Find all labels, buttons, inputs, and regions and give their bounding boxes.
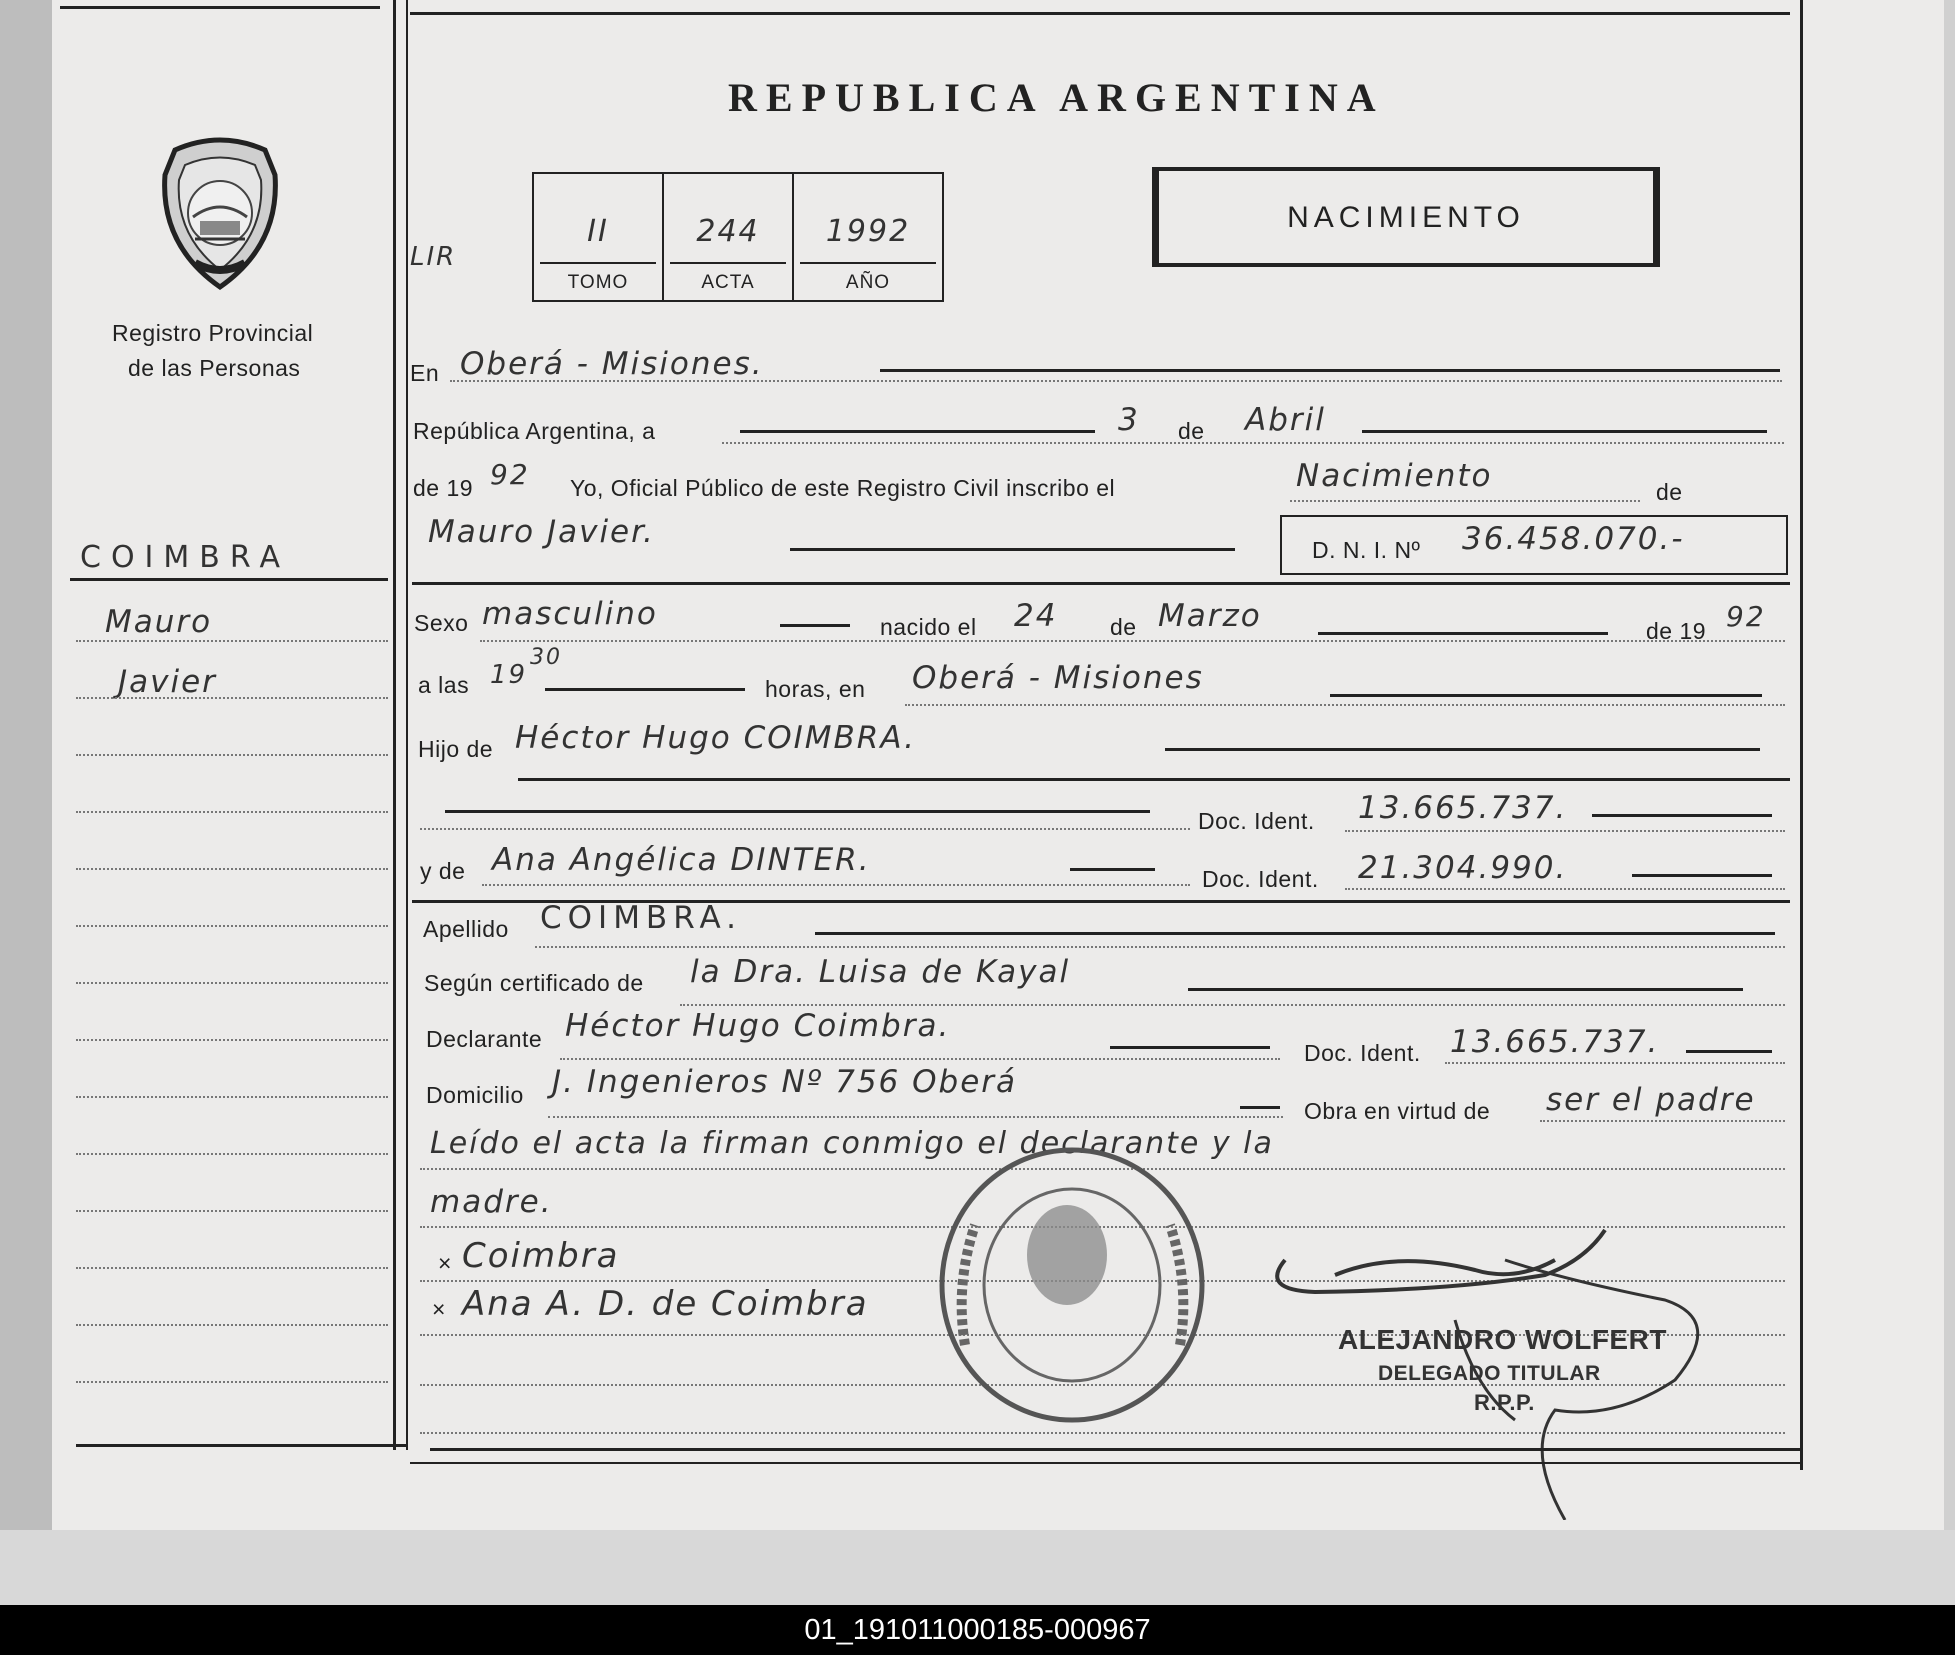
- obra-value: ser el padre: [1546, 1082, 1756, 1118]
- event-value: Nacimiento: [1296, 458, 1493, 494]
- officer-position: DELEGADO TITULAR: [1378, 1362, 1601, 1385]
- sexo-value: masculino: [482, 596, 658, 632]
- registry-name-line2: de las Personas: [128, 355, 301, 381]
- tomo-value: II: [587, 214, 609, 249]
- margin-dotted-line: [76, 640, 388, 642]
- segun-label: Según certificado de: [424, 970, 644, 996]
- place-value: Oberá - Misiones.: [460, 346, 764, 382]
- de-label: de: [1178, 418, 1205, 444]
- page-edge: [1944, 0, 1955, 1605]
- margin-dotted-line: [76, 1096, 388, 1098]
- certificado-fill-line: [1188, 988, 1743, 991]
- anio-value: 1992: [825, 214, 911, 249]
- dni-box: [1280, 515, 1788, 575]
- domicilio-dotted: [548, 1116, 1283, 1118]
- body-bottom-rule: [430, 1448, 1800, 1451]
- obra-label: Obra en virtud de: [1304, 1098, 1491, 1124]
- margin-dotted-line: [76, 1381, 388, 1383]
- mother-value: Ana Angélica DINTER.: [492, 842, 871, 878]
- declarante-doc-fill-line: [1686, 1050, 1772, 1053]
- margin-dotted-line: [76, 1210, 388, 1212]
- horas-label: horas, en: [765, 676, 866, 702]
- domicilio-value: J. Ingenieros Nº 756 Oberá: [552, 1064, 1018, 1100]
- record-type-label: NACIMIENTO: [1287, 201, 1525, 234]
- declarante-doc-label: Doc. Ident.: [1304, 1040, 1421, 1066]
- birth-de-label: de: [1110, 614, 1137, 640]
- birth-day-value: 24: [1014, 598, 1058, 634]
- acta-label: ACTA: [701, 272, 755, 293]
- person-name-value: Mauro Javier.: [428, 514, 655, 550]
- minutes-value: 30: [530, 645, 562, 670]
- officer-office: R.P.P.: [1474, 1390, 1535, 1415]
- hour-fill-line: [545, 688, 745, 691]
- declarante-doc-dotted: [1445, 1062, 1785, 1064]
- top-rule-left: [60, 6, 380, 9]
- place-dotted: [450, 380, 1782, 382]
- margin-dotted-line: [76, 1153, 388, 1155]
- right-border: [1800, 0, 1803, 1470]
- declarante-label: Declarante: [426, 1026, 543, 1052]
- official-stamp-icon: [935, 1145, 1210, 1425]
- mother-doc-value: 21.304.990.: [1358, 850, 1568, 886]
- yde-label: y de: [420, 858, 466, 884]
- signature-mark-1: ×: [438, 1250, 452, 1276]
- hour-value: 19: [490, 660, 528, 690]
- nacido-label: nacido el: [880, 614, 977, 640]
- margin-dotted-line: [76, 697, 388, 699]
- province-seal-icon: [155, 135, 285, 295]
- margin-dotted-line: [76, 868, 388, 870]
- birth-place-fill-line: [1330, 694, 1762, 697]
- registry-name-line1: Registro Provincial: [112, 320, 314, 346]
- mother-doc-label: Doc. Ident.: [1202, 866, 1319, 892]
- month-value: Abril: [1245, 402, 1326, 438]
- margin-dotted-line: [76, 754, 388, 756]
- apellido-fill-line: [815, 932, 1775, 935]
- declarante-fill-line: [1110, 1046, 1270, 1049]
- page-bottom-margin: [0, 1530, 1955, 1605]
- margin-surname-rule: [70, 578, 388, 581]
- body-bottom-rule-2: [410, 1462, 1800, 1464]
- domicilio-fill-line: [1240, 1106, 1280, 1109]
- dni-value: 36.458.070.-: [1462, 521, 1685, 557]
- mother-doc-dotted: [1345, 888, 1785, 890]
- image-code-caption: 01_191011000185-000967: [0, 1605, 1955, 1655]
- domicilio-label: Domicilio: [426, 1082, 524, 1108]
- father-value: Héctor Hugo COIMBRA.: [515, 720, 916, 756]
- mother-dotted: [482, 884, 1190, 886]
- en-label: En: [410, 360, 440, 386]
- anio-label: AÑO: [845, 272, 891, 293]
- father-doc-label: Doc. Ident.: [1198, 808, 1315, 834]
- margin-dotted-line: [76, 982, 388, 984]
- person-name-fill-line: [790, 548, 1235, 551]
- birth-place-dotted: [905, 704, 1785, 706]
- margin-dotted-line: [76, 811, 388, 813]
- date-fill-line-1: [740, 430, 1095, 433]
- certificado-value: la Dra. Luisa de Kayal: [690, 954, 1071, 990]
- declarante-doc-value: 13.665.737.: [1450, 1024, 1660, 1060]
- leido-line-2: madre.: [430, 1184, 553, 1220]
- place-fill-line: [880, 369, 1780, 372]
- top-rule-right: [410, 12, 1790, 15]
- tomo-cell: [534, 174, 664, 300]
- mother-fill-line: [1070, 868, 1155, 871]
- certificado-dotted: [680, 1004, 1785, 1006]
- acta-value: 244: [696, 214, 760, 249]
- margin-given-name-2: Javier: [118, 664, 217, 700]
- margin-dotted-line: [76, 1324, 388, 1326]
- anio-cell: [794, 174, 942, 300]
- apellido-value: COIMBRA.: [540, 900, 743, 936]
- section-rule-2: [518, 778, 1790, 781]
- sexo-dotted: [480, 640, 1785, 642]
- mother-doc-fill-line: [1632, 874, 1772, 877]
- officer-name: ALEJANDRO WOLFERT: [1338, 1324, 1667, 1355]
- apellido-dotted: [535, 946, 1785, 948]
- father-continuation-line: [445, 810, 1150, 813]
- birth-year-prefix: de 19: [1646, 618, 1707, 644]
- birth-month-value: Marzo: [1158, 598, 1262, 634]
- declarante-dotted: [560, 1058, 1280, 1060]
- margin-column-divider: [393, 0, 396, 1450]
- dni-label: D. N. I. Nº: [1312, 537, 1421, 563]
- father-doc-fill-line: [1592, 814, 1772, 817]
- document-title: REPUBLICA ARGENTINA: [728, 75, 1385, 120]
- father-doc-dotted: [1345, 830, 1785, 832]
- a-las-label: a las: [418, 672, 470, 698]
- declarante-value: Héctor Hugo Coimbra.: [565, 1008, 951, 1044]
- sexo-label: Sexo: [414, 610, 469, 636]
- officer-text: Yo, Oficial Público de este Registro Civil inscribo el: [570, 475, 1116, 501]
- section-rule-1: [412, 582, 1790, 585]
- margin-dotted-line: [76, 925, 388, 927]
- sexo-fill-line: [780, 624, 850, 627]
- margin-bottom-rule: [76, 1444, 408, 1447]
- book-prefix: LIR: [410, 242, 457, 272]
- obra-dotted: [1540, 1120, 1785, 1122]
- year-prefix: de 19: [413, 475, 474, 501]
- apellido-label: Apellido: [423, 916, 509, 942]
- father-fill-line: [1165, 748, 1760, 751]
- margin-dotted-line: [76, 1039, 388, 1041]
- signature-mark-2: ×: [432, 1296, 446, 1322]
- signature-1: Coimbra: [462, 1236, 620, 1276]
- de-label-2: de: [1656, 479, 1683, 505]
- signature-2: Ana A. D. de Coimbra: [462, 1284, 869, 1324]
- record-type-box: [1152, 167, 1660, 267]
- hijo-label: Hijo de: [418, 736, 494, 762]
- date-fill-line-2: [1362, 430, 1767, 433]
- year-suffix: 92: [490, 458, 530, 491]
- record-reference-table: [532, 172, 944, 302]
- margin-column-divider-2: [406, 0, 408, 1450]
- margin-surname: COIMBRA: [80, 540, 291, 575]
- birth-date-fill-line: [1318, 632, 1608, 635]
- event-dotted: [1290, 500, 1640, 502]
- leido-line: Leído el acta la firman conmigo el declarante y la: [430, 1126, 1274, 1161]
- father-continuation-dotted: [420, 828, 1190, 830]
- date-dotted: [722, 442, 1784, 444]
- tomo-label: TOMO: [567, 272, 629, 293]
- margin-dotted-line: [76, 1267, 388, 1269]
- birth-place-value: Oberá - Misiones: [912, 660, 1204, 696]
- margin-given-name-1: Mauro: [105, 604, 213, 640]
- day-value: 3: [1118, 402, 1140, 438]
- republica-label: República Argentina, a: [413, 418, 656, 444]
- birth-year-suffix: 92: [1726, 600, 1766, 633]
- father-doc-value: 13.665.737.: [1358, 790, 1568, 826]
- acta-cell: [664, 174, 794, 300]
